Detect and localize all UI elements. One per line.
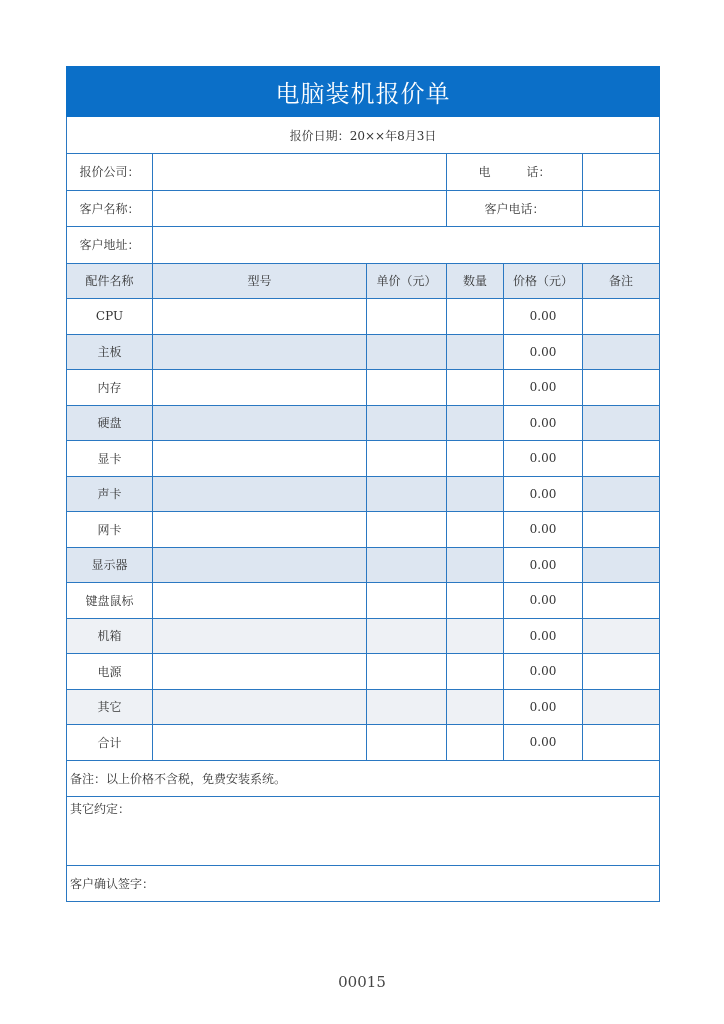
price-cell: 0.00	[504, 583, 583, 619]
remark-cell[interactable]	[583, 299, 660, 335]
header-cell: 数量	[447, 263, 504, 299]
header-cell: 单价（元）	[367, 263, 447, 299]
model-cell[interactable]	[153, 654, 367, 690]
price-cell: 0.00	[504, 618, 583, 654]
remark-cell[interactable]	[583, 725, 660, 761]
unit-price-cell[interactable]	[367, 370, 447, 406]
remark-cell[interactable]	[583, 512, 660, 548]
model-cell[interactable]	[153, 441, 367, 477]
remark-cell[interactable]	[583, 334, 660, 370]
quote-date	[67, 117, 660, 154]
part-name-cell: CPU	[67, 299, 153, 335]
price-cell: 0.00	[504, 441, 583, 477]
quote-date-label: 报价日期：	[289, 128, 350, 143]
table-header	[67, 263, 660, 299]
company-label: 报价公司：	[67, 154, 153, 191]
remark-cell[interactable]	[583, 583, 660, 619]
quantity-cell[interactable]	[447, 725, 504, 761]
customer-signature[interactable]: 客户确认签字：	[67, 865, 660, 901]
company-field[interactable]	[153, 154, 447, 191]
table-row	[67, 370, 660, 406]
quantity-cell[interactable]	[447, 618, 504, 654]
price-cell: 0.00	[504, 370, 583, 406]
quantity-cell[interactable]	[447, 299, 504, 335]
remark-cell[interactable]	[583, 547, 660, 583]
unit-price-cell[interactable]	[367, 689, 447, 725]
part-name-cell: 声卡	[67, 476, 153, 512]
unit-price-cell[interactable]	[367, 441, 447, 477]
remark-cell[interactable]	[583, 370, 660, 406]
table-row	[67, 654, 660, 690]
table-row	[67, 334, 660, 370]
quantity-cell[interactable]	[447, 583, 504, 619]
header-cell: 价格（元）	[504, 263, 583, 299]
quantity-cell[interactable]	[447, 334, 504, 370]
remark-cell[interactable]	[583, 689, 660, 725]
table-row	[67, 618, 660, 654]
part-name-cell: 主板	[67, 334, 153, 370]
model-cell[interactable]	[153, 689, 367, 725]
model-cell[interactable]	[153, 405, 367, 441]
part-name-cell: 硬盘	[67, 405, 153, 441]
part-name-cell: 键盘鼠标	[67, 583, 153, 619]
customer-name-field[interactable]	[153, 190, 447, 227]
customer-phone-field[interactable]	[583, 190, 660, 227]
price-cell: 0.00	[504, 476, 583, 512]
part-name-cell: 显卡	[67, 441, 153, 477]
unit-price-cell[interactable]	[367, 476, 447, 512]
table-row	[67, 441, 660, 477]
part-name-cell: 其它	[67, 689, 153, 725]
customer-address-field[interactable]	[153, 227, 660, 264]
part-name-cell: 内存	[67, 370, 153, 406]
quote-date-value: 20××年8月3日	[349, 128, 437, 143]
header-cell: 备注	[583, 263, 660, 299]
unit-price-cell[interactable]	[367, 618, 447, 654]
quantity-cell[interactable]	[447, 654, 504, 690]
price-cell: 0.00	[504, 405, 583, 441]
quote-sheet	[66, 66, 659, 902]
unit-price-cell[interactable]	[367, 654, 447, 690]
table-row	[67, 725, 660, 761]
unit-price-cell[interactable]	[367, 299, 447, 335]
customer-phone-label: 客户电话：	[447, 190, 583, 227]
unit-price-cell[interactable]	[367, 512, 447, 548]
phone-field[interactable]	[583, 154, 660, 191]
part-name-cell: 电源	[67, 654, 153, 690]
model-cell[interactable]	[153, 725, 367, 761]
remark-cell[interactable]	[583, 441, 660, 477]
model-cell[interactable]	[153, 547, 367, 583]
quantity-cell[interactable]	[447, 547, 504, 583]
phone-label: 电 话：	[447, 154, 583, 191]
unit-price-cell[interactable]	[367, 583, 447, 619]
quote-table	[66, 66, 660, 902]
quantity-cell[interactable]	[447, 512, 504, 548]
unit-price-cell[interactable]	[367, 547, 447, 583]
table-row	[67, 583, 660, 619]
part-name-cell: 合计	[67, 725, 153, 761]
price-cell: 0.00	[504, 334, 583, 370]
part-name-cell: 显示器	[67, 547, 153, 583]
customer-name-label: 客户名称：	[67, 190, 153, 227]
table-row	[67, 476, 660, 512]
price-cell: 0.00	[504, 299, 583, 335]
table-row	[67, 405, 660, 441]
model-cell[interactable]	[153, 583, 367, 619]
remark-cell[interactable]	[583, 476, 660, 512]
part-name-cell: 网卡	[67, 512, 153, 548]
customer-address-label: 客户地址：	[67, 227, 153, 264]
model-cell[interactable]	[153, 370, 367, 406]
price-cell: 0.00	[504, 725, 583, 761]
model-cell[interactable]	[153, 476, 367, 512]
table-row	[67, 299, 660, 335]
quantity-cell[interactable]	[447, 476, 504, 512]
remark-cell[interactable]	[583, 654, 660, 690]
unit-price-cell[interactable]	[367, 334, 447, 370]
model-cell[interactable]	[153, 618, 367, 654]
unit-price-cell[interactable]	[367, 725, 447, 761]
header-cell: 配件名称	[67, 263, 153, 299]
price-cell: 0.00	[504, 654, 583, 690]
model-cell[interactable]	[153, 299, 367, 335]
remark-cell[interactable]	[583, 405, 660, 441]
model-cell[interactable]	[153, 334, 367, 370]
other-agreement[interactable]: 其它约定：	[67, 796, 660, 865]
quantity-cell[interactable]	[447, 689, 504, 725]
price-cell: 0.00	[504, 512, 583, 548]
header-cell: 型号	[153, 263, 367, 299]
model-cell[interactable]	[153, 512, 367, 548]
quantity-cell[interactable]	[447, 441, 504, 477]
table-row	[67, 512, 660, 548]
quantity-cell[interactable]	[447, 405, 504, 441]
page-title: 电脑装机报价单	[67, 67, 660, 117]
note-text: 备注：以上价格不含税，免费安装系统。	[67, 760, 660, 796]
quantity-cell[interactable]	[447, 370, 504, 406]
table-row	[67, 689, 660, 725]
price-cell: 0.00	[504, 547, 583, 583]
part-name-cell: 机箱	[67, 618, 153, 654]
unit-price-cell[interactable]	[367, 405, 447, 441]
price-cell: 0.00	[504, 689, 583, 725]
table-row	[67, 547, 660, 583]
remark-cell[interactable]	[583, 618, 660, 654]
page-number: 00015	[338, 973, 386, 991]
